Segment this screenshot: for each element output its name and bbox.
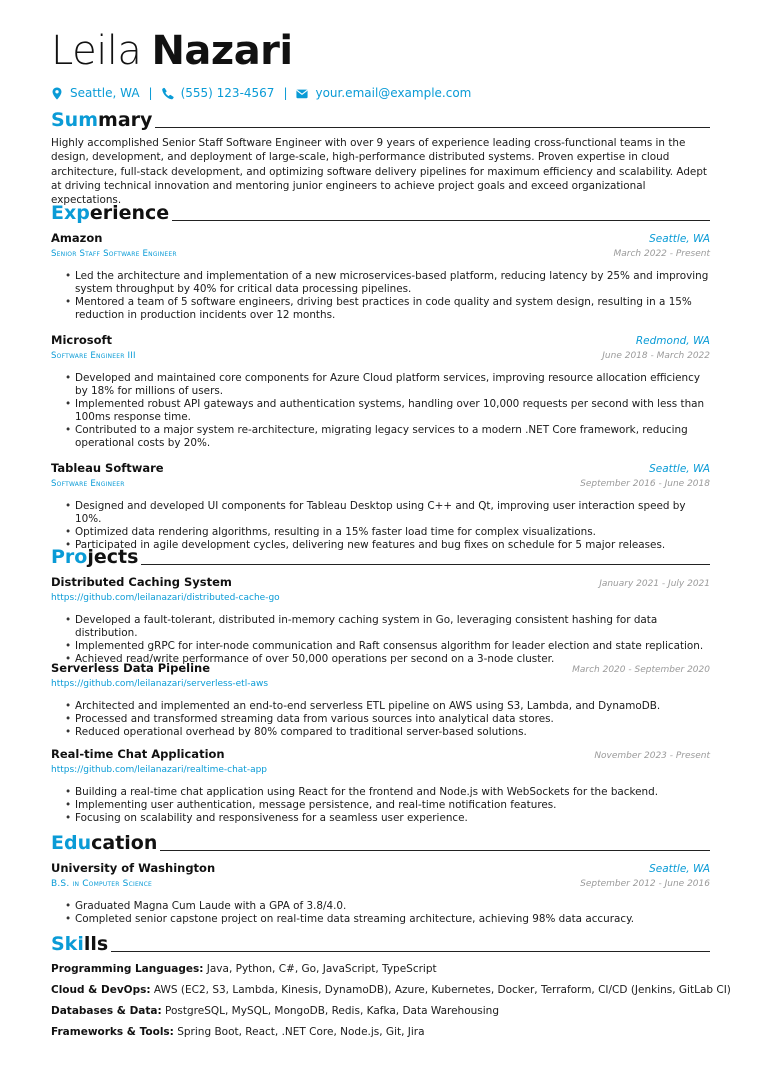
project-link[interactable]: https://github.com/leilanazari/serverless-etl-aws [51, 679, 269, 689]
education-dates: September 2012 - June 2016 [580, 879, 710, 889]
skill-row-frameworks [51, 1025, 710, 1039]
skill-values: Java, Python, C#, Go, JavaScript, TypeScript [206, 963, 437, 975]
bullet-item: • Implementing user authentication, message persistence, and real-time notification features. [65, 799, 710, 812]
job-location: Seattle, WA [649, 463, 710, 475]
bullet-item: • Contributed to a major system re-architecture, migrating legacy services to a modern .NET Core framework, reducing operational costs by 20%. [65, 424, 710, 450]
bullet-list [51, 372, 710, 450]
job-dates: June 2018 - March 2022 [602, 351, 710, 361]
project-link[interactable]: https://github.com/leilanazari/distributed-cache-go [51, 593, 280, 603]
job-location: Redmond, WA [635, 335, 710, 347]
section-header-experience [51, 202, 710, 224]
experience-entry-tableau [51, 461, 710, 552]
section-divider [155, 127, 710, 128]
last-name: Nazari [151, 28, 293, 74]
bullet-list [51, 270, 710, 322]
bullet-item: • Graduated Magna Cum Laude with a GPA of 3.8/4.0. [65, 900, 710, 913]
project-entry-chat [51, 747, 710, 825]
project-dates: January 2021 - July 2021 [599, 579, 710, 589]
section-divider [172, 220, 710, 221]
summary-text: Highly accomplished Senior Staff Software Engineer with over 9 years of experience leading cross-functional teams in the design, development, and deployment of large-scale, high-performance distributed systems. Proven expertise in cloud architecture, full-stack development, and optimizing software delivery pipelines for maximum efficiency and scalability. Adept at driving technical innovation and mentoring junior engineers to achieve project goals and exceed organizational expectations. [51, 137, 707, 207]
project-entry-caching [51, 575, 710, 666]
bullet-item: • Architected and implemented an end-to-end serverless ETL pipeline on AWS using S3, Lambda, and DynamoDB. [65, 700, 710, 713]
bullet-list [51, 700, 710, 739]
skill-label: Databases & Data: [51, 1005, 162, 1017]
envelope-icon [296, 87, 308, 100]
project-name: Real-time Chat Application [51, 747, 225, 761]
bullet-item: • Designed and developed UI components for Tableau Desktop using C++ and Qt, improving user interaction speed by 10%. [65, 500, 710, 526]
section-title-accent: Edu [51, 832, 92, 854]
section-header-education [51, 832, 710, 854]
section-title-accent: Exp [51, 202, 90, 224]
bullet-item: • Reduced operational overhead by 80% compared to traditional server-based solutions. [65, 726, 710, 739]
job-location: Seattle, WA [649, 233, 710, 245]
section-title [51, 832, 157, 854]
skill-values: PostgreSQL, MySQL, MongoDB, Redis, Kafka, Data Warehousing [165, 1005, 499, 1017]
section-header-summary [51, 109, 710, 131]
bullet-item: • Building a real-time chat application using React for the frontend and Node.js with WebSockets for the backend. [65, 786, 710, 799]
skill-row-cloud [51, 983, 731, 997]
section-title [51, 546, 138, 568]
project-entry-serverless [51, 661, 710, 739]
skill-values: Spring Boot, React, .NET Core, Node.js, Git, Jira [177, 1026, 425, 1038]
experience-entry-amazon [51, 231, 710, 322]
project-name: Distributed Caching System [51, 575, 232, 589]
bullet-list [51, 614, 710, 666]
phone-icon [162, 87, 174, 100]
experience-entry-microsoft [51, 333, 710, 450]
bullet-item: • Participated in agile development cycles, delivering new features and bug fixes on schedule for 5 major releases. [65, 539, 710, 552]
company-name: Tableau Software [51, 461, 164, 475]
contact-separator: | [148, 86, 153, 100]
section-title-rest: erience [89, 202, 170, 224]
company-name: Microsoft [51, 333, 113, 347]
section-title-accent: Pro [51, 546, 88, 568]
section-title-rest: mary [98, 109, 153, 131]
candidate-name [51, 28, 293, 74]
location-text: Seattle, WA [70, 86, 140, 100]
bullet-list [51, 500, 710, 552]
skill-label: Frameworks & Tools: [51, 1026, 174, 1038]
bullet-list [51, 786, 710, 825]
job-dates: March 2022 - Present [613, 249, 710, 259]
bullet-item: • Led the architecture and implementation of a new microservices-based platform, reducing latency by 25% and improving system throughput by 40% for critical data processing pipelines. [65, 270, 710, 296]
section-title-rest: lls [83, 933, 109, 955]
location-pin-icon [51, 87, 63, 100]
bullet-list [51, 900, 710, 926]
school-name: University of Washington [51, 861, 216, 875]
first-name: Leila [51, 28, 142, 74]
section-divider [141, 564, 710, 565]
job-dates: September 2016 - June 2018 [580, 479, 710, 489]
project-dates: March 2020 - September 2020 [572, 665, 710, 675]
bullet-item: • Processed and transformed streaming data from various sources into analytical data stores. [65, 713, 710, 726]
bullet-item: • Developed a fault-tolerant, distributed in-memory caching system in Go, leveraging consistent hashing for data distribution. [65, 614, 710, 640]
job-title: Software Engineer III [51, 351, 136, 361]
phone-link[interactable]: (555) 123-4567 [180, 86, 275, 100]
bullet-item: • Completed senior capstone project on real-time data streaming architecture, achieving 98% data accuracy. [65, 913, 710, 926]
degree-name: B.S. in Computer Science [51, 879, 152, 889]
project-dates: November 2023 - Present [594, 751, 710, 761]
section-header-skills [51, 933, 710, 955]
section-divider [111, 951, 710, 952]
project-link[interactable]: https://github.com/leilanazari/realtime-chat-app [51, 765, 268, 775]
skill-label: Cloud & DevOps: [51, 984, 151, 996]
contact-line [51, 85, 471, 101]
section-title [51, 933, 108, 955]
section-title [51, 202, 169, 224]
section-header-projects [51, 546, 710, 568]
bullet-item: • Focusing on scalability and responsiveness for a seamless user experience. [65, 812, 710, 825]
section-divider [160, 850, 710, 851]
section-title [51, 109, 152, 131]
section-title-rest: cation [91, 832, 158, 854]
section-title-accent: Ski [51, 933, 84, 955]
skill-values: AWS (EC2, S3, Lambda, Kinesis, DynamoDB), Azure, Kubernetes, Docker, Terraform, CI/CD (Jenkins, GitLab CI) [153, 984, 731, 996]
bullet-item: • Implemented gRPC for inter-node communication and Raft consensus algorithm for leader election and state replication. [65, 640, 710, 653]
bullet-item: • Developed and maintained core components for Azure Cloud platform services, improving resource allocation efficiency by 18% for millions of users. [65, 372, 710, 398]
bullet-item: • Achieved read/write performance of over 50,000 operations per second on a 3-node cluster. [65, 653, 710, 666]
bullet-item: • Optimized data rendering algorithms, resulting in a 15% faster load time for complex visualizations. [65, 526, 710, 539]
education-entry-uw [51, 861, 710, 926]
school-location: Seattle, WA [649, 863, 710, 875]
bullet-item: • Implemented robust API gateways and authentication systems, handling over 10,000 requests per second with less than 100ms response time. [65, 398, 710, 424]
contact-separator: | [283, 86, 288, 100]
project-name: Serverless Data Pipeline [51, 661, 210, 675]
bullet-item: • Mentored a team of 5 software engineers, driving best practices in code quality and system design, resulting in a 15% reduction in production incidents over 12 months. [65, 296, 710, 322]
skill-row-databases [51, 1004, 710, 1018]
skill-row-languages [51, 962, 710, 976]
section-title-accent: Sum [51, 109, 99, 131]
job-title: Software Engineer [51, 479, 125, 489]
job-title: Senior Staff Software Engineer [51, 249, 177, 259]
skill-label: Programming Languages: [51, 963, 204, 975]
section-title-rest: jects [87, 546, 139, 568]
email-link[interactable]: your.email@example.com [315, 86, 472, 100]
company-name: Amazon [51, 231, 103, 245]
